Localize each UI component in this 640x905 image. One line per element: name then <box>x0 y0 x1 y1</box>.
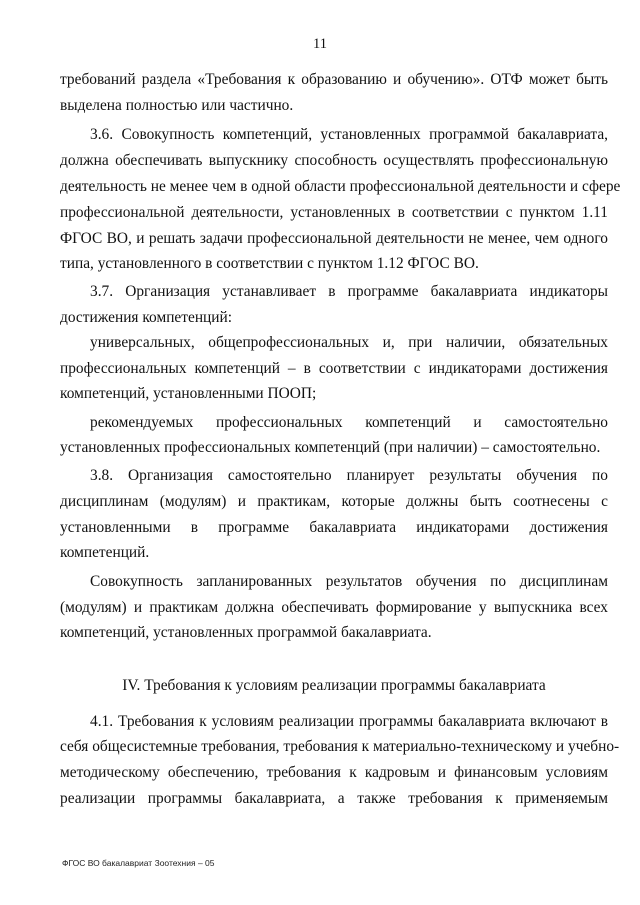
page-footer: ФГОС ВО бакалавриат Зоотехния – 05 <box>62 858 215 868</box>
text-line: профессиональной деятельности, установленных в соответствии с пунктом 1.11 <box>60 204 608 221</box>
text-line: выделена полностью или частично. <box>60 97 294 114</box>
text-line: 3.7. Организация устанавливает в программе бакалавриата индикаторы <box>90 283 608 300</box>
text-line: себя общесистемные требования, требования к материально-техническому и учебно- <box>60 738 620 755</box>
text-line: универсальных, общепрофессиональных и, при наличии, обязательных <box>90 334 608 351</box>
text-line: Совокупность запланированных результатов обучения по дисциплинам <box>90 573 608 590</box>
text-line: реализации программы бакалавриата, а также требования к применяемым <box>60 790 608 807</box>
text-line: 3.8. Организация самостоятельно планирует результаты обучения по <box>90 467 608 484</box>
text-line: установленными в программе бакалавриата индикаторами достижения <box>60 519 608 536</box>
page-number: 11 <box>313 36 327 52</box>
text-line: компетенций, установленными ПООП; <box>60 385 317 402</box>
text-line: 3.6. Совокупность компетенций, установленных программой бакалавриата, <box>90 126 608 143</box>
text-line: методическому обеспечению, требования к кадровым и финансовым условиям <box>60 764 608 781</box>
text-line: установленных профессиональных компетенций (при наличии) – самостоятельно. <box>60 439 601 456</box>
text-line: достижения компетенций: <box>60 309 233 326</box>
section-heading: IV. Требования к условиям реализации программы бакалавриата <box>122 677 546 694</box>
text-line: профессиональных компетенций – в соответствии с индикаторами достижения <box>60 360 608 377</box>
text-line: 4.1. Требования к условиям реализации программы бакалавриата включают в <box>90 713 608 730</box>
text-line: должна обеспечивать выпускнику способность осуществлять профессиональную <box>60 152 608 169</box>
text-line: компетенций. <box>60 544 150 561</box>
text-line: ФГОС ВО, и решать задачи профессиональной деятельности не менее, чем одного <box>60 230 608 247</box>
text-line: требований раздела «Требования к образованию и обучению». ОТФ может быть <box>60 71 608 88</box>
text-line: дисциплинам (модулям) и практикам, которые должны быть соотнесены с <box>60 493 608 510</box>
text-line: рекомендуемых профессиональных компетенций и самостоятельно <box>90 414 608 431</box>
text-line: компетенций, установленных программой бакалавриата. <box>60 624 432 641</box>
text-line: деятельность не менее чем в одной области профессиональной деятельности и сфере <box>60 178 621 195</box>
text-line: (модулям) и практикам должна обеспечивать формирование у выпускника всех <box>60 599 608 616</box>
text-line: типа, установленного в соответствии с пунктом 1.12 ФГОС ВО. <box>60 255 479 272</box>
